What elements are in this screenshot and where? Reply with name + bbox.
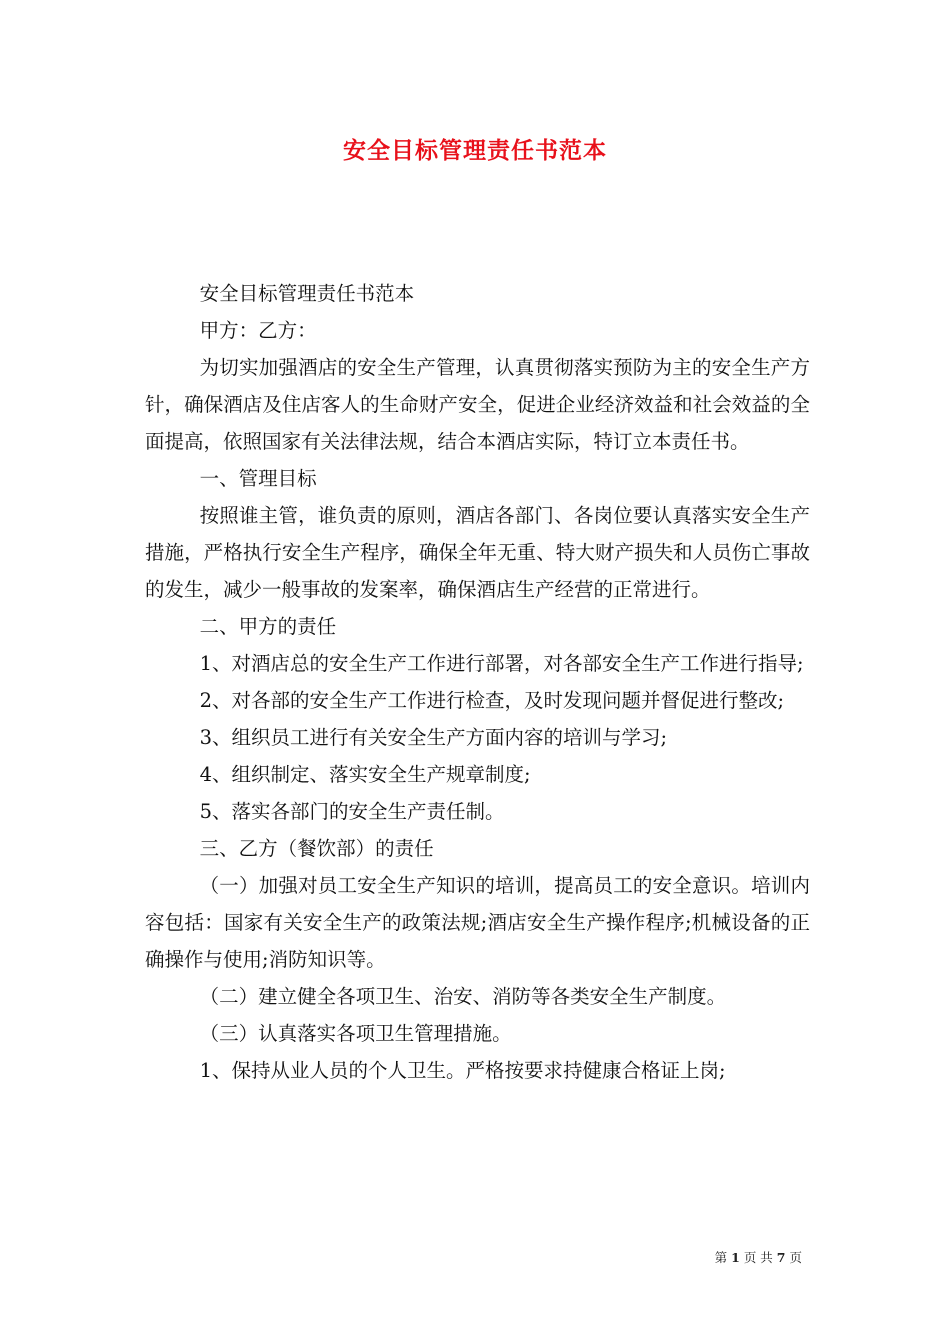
footer-page-number: 1 bbox=[731, 1250, 740, 1265]
subsection-2: （二）建立健全各项卫生、治安、消防等各类安全生产制度。 bbox=[199, 985, 727, 1008]
paragraph-parties: 甲方：乙方： bbox=[199, 319, 317, 342]
document-body bbox=[145, 275, 810, 1089]
subsection-3-item-1: 1、保持从业人员的个人卫生。严格按要求持健康合格证上岗; bbox=[199, 1059, 726, 1082]
list-item-2: 2、对各部的安全生产工作进行检查，及时发现问题并督促进行整改; bbox=[199, 689, 785, 712]
section-heading-2: 二、甲方的责任 bbox=[199, 615, 337, 638]
footer-total-pages: 7 bbox=[776, 1250, 786, 1265]
footer-prefix: 第 bbox=[714, 1250, 728, 1265]
subsection-3: （三）认真落实各项卫生管理措施。 bbox=[199, 1022, 512, 1045]
list-item-1: 1、对酒店总的安全生产工作进行部署，对各部安全生产工作进行指导; bbox=[199, 652, 804, 675]
document-title: 安全目标管理责任书范本 bbox=[343, 137, 607, 164]
section-heading-1: 一、管理目标 bbox=[199, 467, 317, 490]
list-item-4: 4、组织制定、落实安全生产规章制度; bbox=[199, 763, 531, 786]
list-item-3: 3、组织员工进行有关安全生产方面内容的培训与学习; bbox=[199, 726, 668, 749]
section-heading-3: 三、乙方（餐饮部）的责任 bbox=[199, 837, 434, 860]
paragraph-heading: 安全目标管理责任书范本 bbox=[199, 282, 415, 305]
paragraph-intro: 为切实加强酒店的安全生产管理，认真贯彻落实预防为主的安全生产方针，确保酒店及住店客人的生命财产安全，促进企业经济效益和社会效益的全面提高，依照国家有关法律法规，结合本酒店实际，特订立本责任书。 bbox=[145, 356, 810, 453]
page-footer bbox=[715, 1248, 802, 1266]
paragraph-goals: 按照谁主管，谁负责的原则，酒店各部门、各岗位要认真落实安全生产措施，严格执行安全生产程序，确保全年无重、特大财产损失和人员伤亡事故的发生，减少一般事故的发案率，确保酒店生产经营的正常进行。 bbox=[145, 504, 810, 601]
list-item-5: 5、落实各部门的安全生产责任制。 bbox=[199, 800, 505, 823]
subsection-1: （一）加强对员工安全生产知识的培训，提高员工的安全意识。培训内容包括：国家有关安全生产的政策法规;酒店安全生产操作程序;机械设备的正确操作与使用;消防知识等。 bbox=[145, 874, 810, 971]
footer-middle: 页 共 bbox=[743, 1250, 773, 1265]
footer-suffix: 页 bbox=[789, 1250, 802, 1265]
